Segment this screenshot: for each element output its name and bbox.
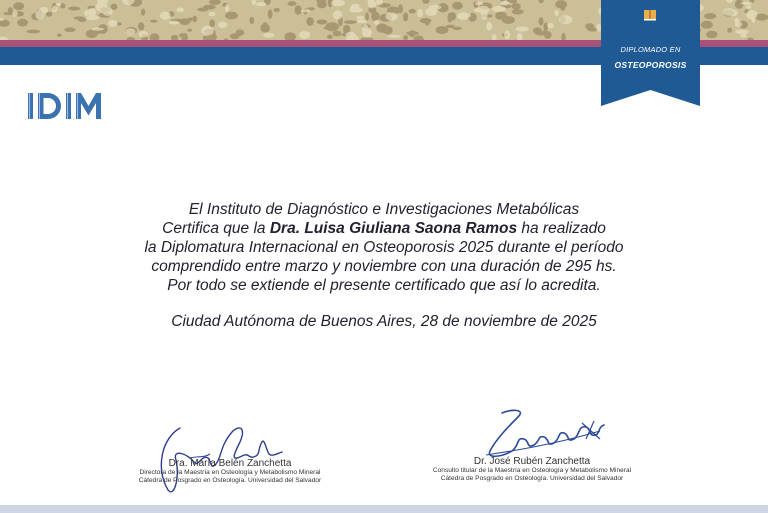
idim-logo [28, 93, 110, 126]
signatory-1-name: Dra. María Belén Zanchetta [168, 458, 292, 469]
ribbon-label: DIPLOMADO EN [620, 45, 681, 54]
recipient-name: Dra. Luisa Giuliana Saona Ramos [269, 220, 518, 237]
signatory-2-name: Dr. José Rubén Zanchetta [473, 456, 591, 467]
certify-prefix: Certifica que la [162, 220, 270, 237]
certify-suffix: ha realizado [517, 220, 606, 237]
signatory-2-affiliation: Cátedra de Posgrado en Osteología. Universidad del Salvador [440, 475, 624, 482]
certificate-line-recipient [0, 219, 768, 238]
signatory-2-title: Consulto titular de la Maestría en Osteología y Metabolismo Mineral [432, 467, 632, 474]
certificate-body [0, 200, 768, 295]
certificate-line-institute: El Instituto de Diagnóstico e Investigaciones Metabólicas [188, 201, 580, 218]
ribbon-title: OSTEOPOROSIS [614, 60, 687, 70]
book-icon [643, 8, 657, 26]
certificate-line-closing: Por todo se extiende el presente certificado que así lo acredita. [167, 277, 601, 294]
footer-bar [0, 505, 768, 513]
signatory-1 [100, 458, 360, 485]
signatory-1-title: Directora de la Maestría en Osteología y Metabolismo Mineral [139, 469, 321, 476]
certificate-line-program: la Diplomatura Internacional en Osteoporosis 2025 durante el período [144, 239, 624, 256]
place-and-date: Ciudad Autónoma de Buenos Aires, 28 de noviembre de 2025 [171, 313, 597, 330]
signatory-2 [400, 456, 664, 483]
signatory-1-affiliation: Cátedra de Posgrado en Osteología. Universidad del Salvador [138, 477, 322, 484]
certificate-line-duration: comprendido entre marzo y noviembre con una duración de 295 hs. [151, 258, 617, 275]
